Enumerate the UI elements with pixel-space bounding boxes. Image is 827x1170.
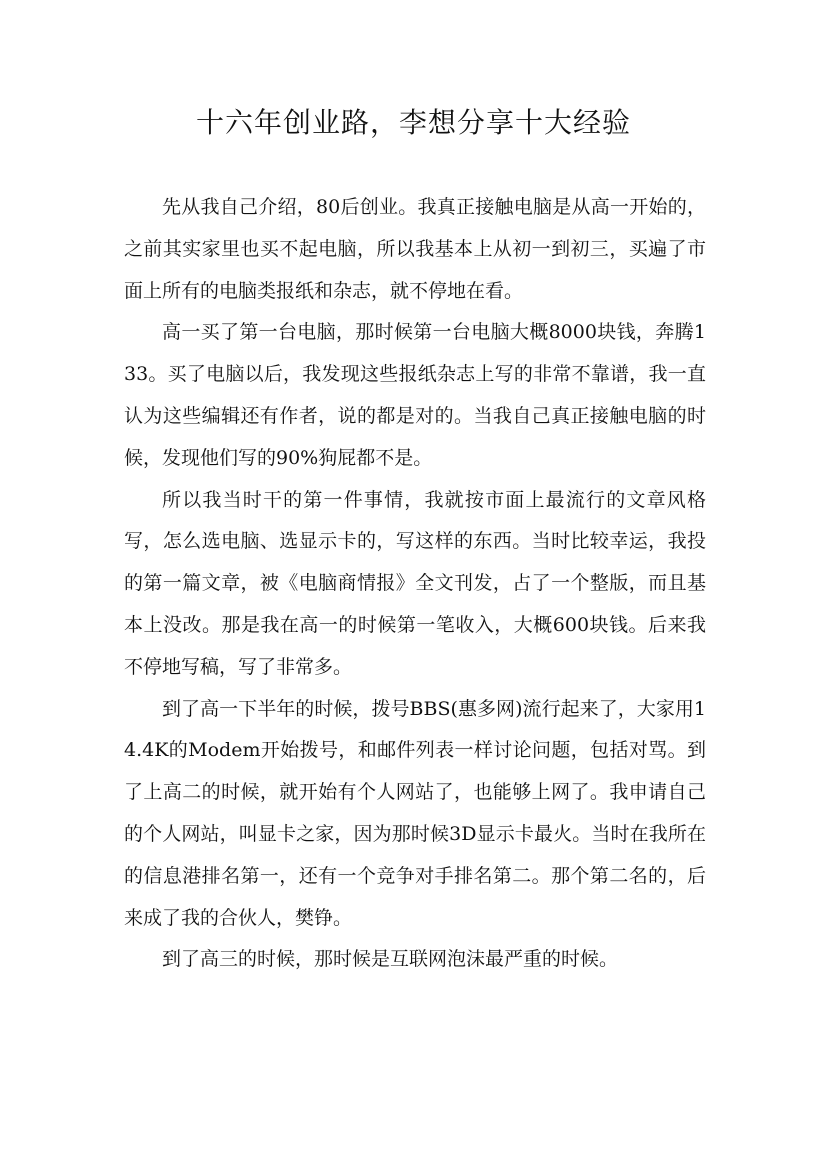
document-title: 十六年创业路，李想分享十大经验 [195, 106, 631, 139]
paragraph-1: 先从我自己介绍，80后创业。我真正接触电脑是从高一开始的，之前其实家里也买不起电脑，所以我基本上从初一到初三，买遍了市面上所有的电脑类报纸和杂志，就不停地在看。 [124, 196, 706, 302]
paragraph-2: 高一买了第一台电脑，那时候第一台电脑大概8000块钱，奔腾133。买了电脑以后，我发现这些报纸杂志上写的非常不靠谱，我一直认为这些编辑还有作者，说的都是对的。当我自己真正接触电脑的时候，发现他们写的90%狗屁都不是。 [124, 321, 706, 469]
paragraph-3: 所以我当时干的第一件事情，我就按市面上最流行的文章风格写，怎么选电脑、选显示卡的，写这样的东西。当时比较幸运，我投的第一篇文章，被《电脑商情报》全文刊发，占了一个整版，而且基本上没改。那是我在高一的时候第一笔收入，大概600块钱。后来我不停地写稿，写了非常多。 [124, 488, 706, 678]
document-body [124, 187, 706, 981]
paragraph-5: 到了高三的时候，那时候是互联网泡沫最严重的时候。 [162, 948, 619, 971]
paragraph-4: 到了高一下半年的时候，拨号BBS(惠多网)流行起来了，大家用14.4K的Modem开始拨号，和邮件列表一样讨论问题，包括对骂。到了上高二的时候，就开始有个人网站了，也能够上网了。我申请自己的个人网站，叫显卡之家，因为那时候3D显示卡最火。当时在我所在的信息港排名第一，还有一个竞争对手排名第二。那个第二名的，后来成了我的合伙人，樊铮。 [124, 697, 706, 929]
